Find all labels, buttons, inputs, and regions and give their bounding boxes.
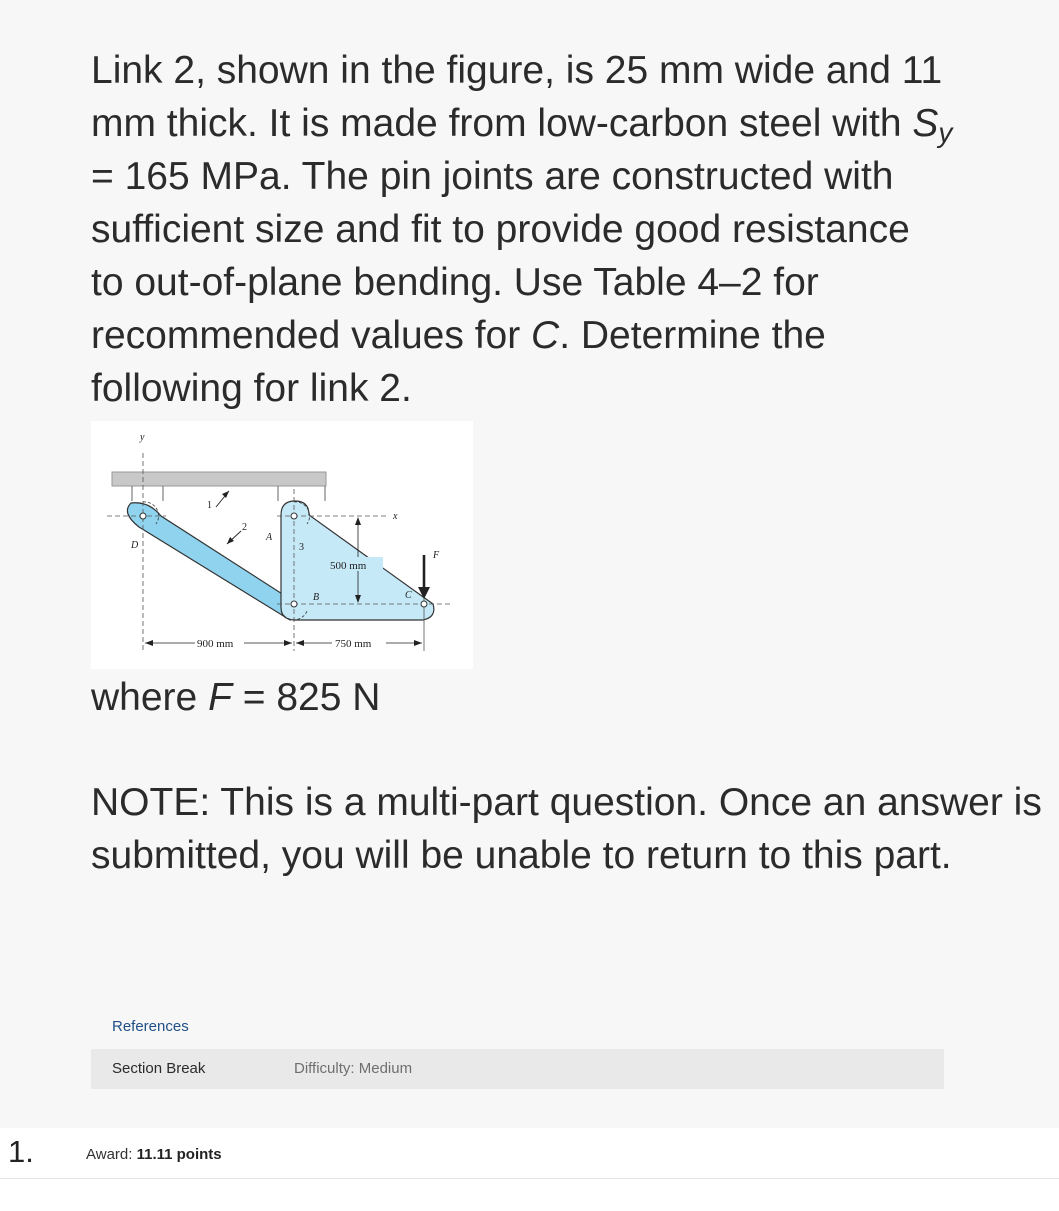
dim-750-label: 750 mm [335, 638, 372, 650]
dim-900-arrow-left [145, 640, 153, 646]
ground-support [112, 472, 326, 486]
difficulty-label: Difficulty: Medium [294, 1060, 413, 1077]
point-c-label: C [405, 590, 412, 601]
force-f-label: F [433, 550, 440, 561]
dim-500-arrow-top [355, 517, 361, 525]
pin-d [140, 513, 146, 519]
sy-subscript: y [938, 117, 953, 148]
leader-1-arrowhead [222, 491, 229, 498]
pin-b [291, 601, 297, 607]
section-break-label: Section Break [112, 1060, 206, 1077]
pin-c [421, 601, 427, 607]
award-info [86, 1146, 222, 1163]
dim-750-arrow-left [296, 640, 304, 646]
question-line-4: sufficient size and fit to provide good resistance [91, 208, 910, 251]
award-label: Award: [86, 1146, 137, 1163]
bottom-divider [0, 1178, 1059, 1179]
axis-y-label: y [140, 432, 145, 443]
point-b-label: B [313, 592, 320, 603]
question-line-2: mm thick. It is made from low-carbon steel with [91, 102, 913, 145]
question-line-5: to out-of-plane bending. Use Table 4–2 for [91, 261, 819, 304]
dim-750-arrow-right [414, 640, 422, 646]
multi-part-note: NOTE: This is a multi-part question. Once an answer is submitted, you will be unable to return to this part. [91, 781, 1042, 877]
dim-500-label: 500 mm [330, 560, 367, 572]
force-statement [91, 671, 380, 724]
question-line-7: following for link 2. [91, 367, 412, 410]
pin-a [291, 513, 297, 519]
member-label-3: 3 [299, 542, 304, 553]
point-a-label: A [266, 532, 273, 543]
member-label-2: 2 [242, 522, 247, 533]
question-line-3: = 165 MPa. The pin joints are constructed with [91, 155, 894, 198]
member-label-1: 1 [207, 500, 212, 511]
force-variable: F [208, 676, 232, 719]
question-text [91, 44, 1046, 415]
link-2 [127, 503, 301, 620]
question-line-1: Link 2, shown in the figure, is 25 mm wide and 11 [91, 49, 943, 92]
point-d-label: D [131, 540, 139, 551]
dim-900-label: 900 mm [197, 638, 234, 650]
axis-x-label: x [393, 511, 398, 522]
question-line-6-end: . Determine the [559, 314, 826, 357]
c-symbol: C [531, 314, 560, 357]
references-link[interactable]: References [112, 1018, 189, 1035]
section-break-bar [91, 1049, 944, 1089]
force-value: = 825 N [231, 676, 381, 719]
linkage-figure [91, 421, 473, 669]
sy-symbol: S [912, 102, 939, 145]
question-line-6: recommended values for [91, 314, 532, 357]
dim-900-arrow-right [284, 640, 292, 646]
award-points: 11.11 points [136, 1146, 222, 1163]
question-number: 1. [8, 1134, 34, 1169]
linkage-diagram [91, 421, 473, 669]
where-prefix: where [91, 676, 209, 719]
